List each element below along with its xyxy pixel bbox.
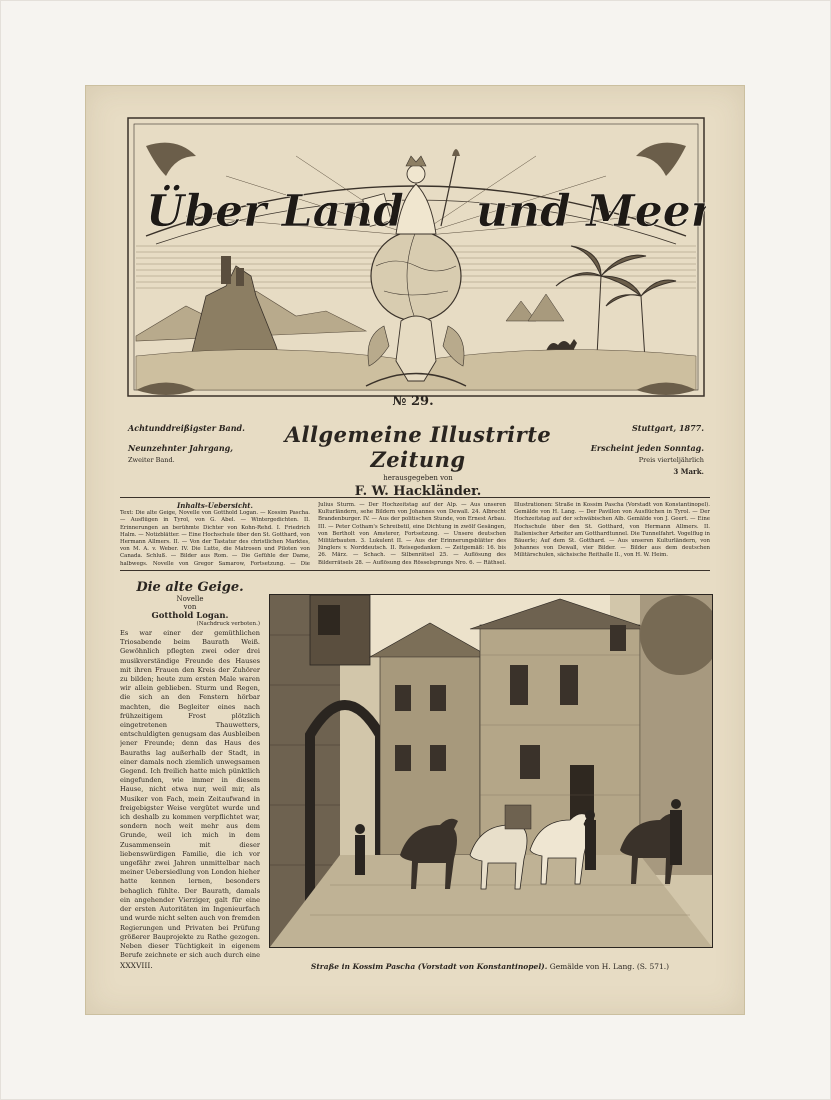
toc-text-1: Text: Die alte Geige, Novelle von Gotthold Logan. — Kossim Pascha. — Ausflügen in Tyrol, von G. Abel. — Wintergedichten. II. Erinnerungen an berühmte Dichter von Kohn-Rehd. I. Friedrich Halm. — Notizblätter. — Eine Hochschule über den St. Gotthard, von Hermann Allmers. II. — Von der Tastatur des christlichen Marktes, von M. A. v. Weber. IV. Die Lutte, die Matrosen und Piloten von Canada. Schluß. — Bilder aus Rom. — Die Gefühle der Dame, halbwegs. Novelle von Gregor Samarow, Fortsetzung. — Die <box>120 510 310 566</box>
engraving-caption <box>269 962 711 971</box>
toc-heading: Inhalts-Uebersicht. <box>177 502 253 510</box>
year-line: Neunzehnter Jahrgang, <box>128 443 234 453</box>
page-number: XXXVIII. <box>120 961 153 970</box>
story-title: Die alte Geige. <box>136 580 244 595</box>
story-body: Es war einer der gemüthlichen Triosabende beim Baurath Weiß. Gewöhnlich pflegten zwei oder drei musikverständige Freunde des Hauses mit ihren Frauen den Kreis der Zuhörer zu bilden; heute zum ersten Male waren wir allein geblieben. Sturm und Regen, die sich an den Fenstern hörbar machten, die Begleiter eines nach frühzeitigem Frost plötzlich eingetretenen Thauwetters, entschuldigten genugsam das Ausbleiben jener Freunde; denn das Haus des Bauraths lag außerhalb der Stadt, in einer damals noch ziemlich unwegsamen Gegend. Ich freilich hatte mich pünktlich eingefunden, wie immer in diesem Hause, nicht etwa nur, weil mir, als Musiker von Fach, mein Zeitaufwand in freigebigster Weise vergütet wurde und ich deshalb zu kommen verpflichtet war, sondern noch weit mehr aus dem Grunde, weil ich mich in dem Zusammensein mit dieser liebenswürdigen Familie, die ich vor ungefähr zwei Jahren unmittelbar nach meiner Uebersiedlung von London hieher hatte kennen lernen, besonders behaglich fühlte. Der Baurath, damals ein angehender Vierziger, galt für eine der ersten Autoritäten im Ingenieurfach und wurde nicht selten auch von fremden Regierungen und Privaten bei Prüfung größerer Bauprojekte zu Rathe gezogen. Neben dieser Tüchtigkeit in eigenem Berufe zeichnete er sich auch durch eine <box>120 629 260 959</box>
table-of-contents <box>120 502 710 566</box>
paper-title-block <box>278 422 558 499</box>
volume-info <box>128 422 258 466</box>
band-line: Zweiter Band. <box>128 456 175 464</box>
subheader <box>128 422 704 499</box>
divider-top <box>120 497 710 498</box>
price-label: Preis vierteljährlich <box>638 456 704 464</box>
publication-info <box>584 422 704 478</box>
editor-name: F. W. Hackländer. <box>354 484 482 499</box>
story-column <box>120 580 260 970</box>
story-author: Gotthold Logan. <box>151 611 229 621</box>
toc-column-3 <box>514 502 710 566</box>
issue-number: № 29. <box>392 394 434 409</box>
caption-credit: Gemälde von H. Lang. (S. 571.) <box>549 962 670 971</box>
divider-bottom <box>120 570 710 571</box>
reprint-note: (Nachdruck verboten.) <box>196 621 260 627</box>
toc-text-2: Julius Sturm. — Der Hochzeitstag auf der Alp. — Aus unseren Kulturländern, sehe Bildern von Johannes von Dewall. 24. Albrecht Brandenburger. IV. — Aus der politischen Stunde, von Ernest Arbau. III. — Peter Cotham's Schreibstil, eine Dichtung in zwölf Gesängen, von Bertholt von Amsterer, Fortsetzung. — Unsere deutschen Militärbauten. 3. Lukulent II. — Aus der Erinnerungsblätter des Jünglers v. Norddeutsch. II. Reisegedanken. — Zeitgemäß: 16. bis 26. März. — Schach. — Silbenrätsel 25. — Auflösung des Bilderrätsels 28. — Auflösung des Rösselsprungs Nro. 6. — Räthsel. <box>318 502 506 566</box>
masthead-title-left: Über Land <box>146 186 404 237</box>
masthead-illustration <box>126 116 706 416</box>
street-engraving <box>269 594 713 948</box>
newspaper-page <box>86 86 744 1014</box>
story-genre: Novelle <box>176 595 204 603</box>
toc-column-1 <box>120 502 310 566</box>
masthead-title-right: und Meer. <box>476 186 706 237</box>
frequency: Erscheint jeden Sonntag. <box>590 443 704 453</box>
toc-column-2 <box>318 502 506 566</box>
caption-title: Straße in Kossim Pascha (Vorstadt von Konstantinopel). <box>310 962 548 971</box>
price-value: 3 Mark. <box>673 467 704 476</box>
publisher-label: herausgegeben von <box>383 474 453 482</box>
paper-subtitle: Allgemeine Illustrirte Zeitung <box>284 422 552 472</box>
volume-line: Achtunddreißigster Band. <box>128 423 245 433</box>
place-date: Stuttgart, 1877. <box>632 423 704 433</box>
story-by: von <box>183 603 197 611</box>
toc-text-3: Illustrationen: Straße in Kossim Pascha (Vorstadt von Konstantinopel). Gemälde von H. Lang. — Der Pavillon von Ausflüchen in Tyrol. — Der Hochzeitstag auf der schwäbischen Alb. Gemälde von J. Geert. — Eine Hochschule über den St. Gotthard, von Hermann Allmers. II. Italienischer Arbeiter am Gotthardtunnel. Die Tunnelfahrt. Vogelflug in Bäuerle; Auf dem St. Gotthard. — Aus unseren Kulturländern, von Johannes von Dewall, vier Bilder. — Bilder aus dem deutschen Militärschulen, sächsische Reithalle II., von H. W. Heim. <box>514 502 710 559</box>
